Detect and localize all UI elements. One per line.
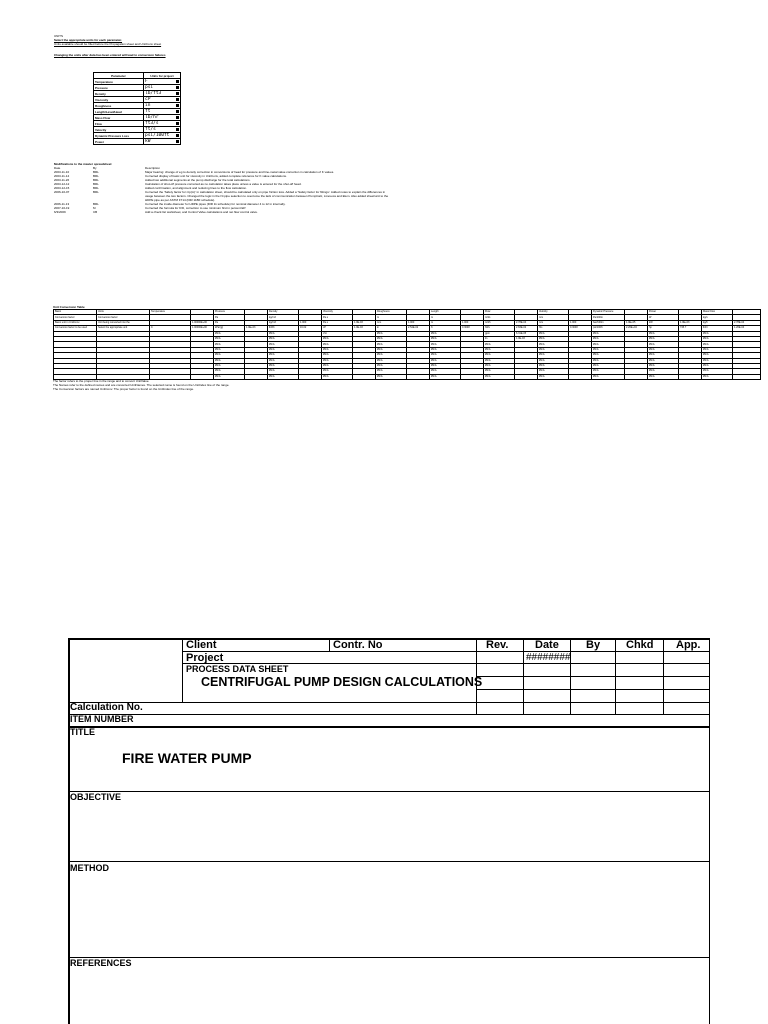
mod-by: CB — [93, 210, 98, 214]
conversion-header-cell: Viscosity — [322, 310, 353, 315]
title-label: TITLE — [70, 727, 95, 737]
conversion-cell: 2.54E-02 — [407, 326, 430, 331]
conversion-table — [53, 309, 761, 380]
conversion-cell — [353, 374, 376, 379]
date-value: ######## — [526, 652, 571, 663]
conversion-header-cell: Flow — [484, 310, 515, 315]
conversion-cell: #N/A — [484, 342, 515, 347]
references-label: REFERENCES — [70, 958, 132, 968]
conversion-header-cell: Length — [430, 310, 461, 315]
objective-label: OBJECTIVE — [70, 792, 122, 802]
mod-desc: Add a check list worksheet, and Control Valve calculations and net flow control valve. — [145, 210, 258, 214]
conversion-cell: #N/A — [430, 369, 461, 374]
conversion-cell: 1.0E+03 — [679, 320, 702, 325]
param-cell: Flow — [94, 121, 144, 127]
conversion-cell: #N/A — [538, 363, 569, 368]
conversion-cell — [461, 374, 484, 379]
conversion-cell: #N/A — [268, 331, 299, 336]
conversion-header-cell: Velocity — [538, 310, 569, 315]
conversion-cell: C — [150, 326, 191, 331]
conversion-cell: mm — [376, 320, 407, 325]
unit-value: in — [145, 102, 151, 108]
conversion-cell: #N/A — [702, 358, 733, 363]
conversion-header-cell: Power — [648, 310, 679, 315]
conversion-body — [54, 315, 761, 380]
mod-date: 2003-11-14 — [54, 174, 70, 178]
conversion-cell: #N/A — [484, 353, 515, 358]
unit-value: kW — [145, 138, 151, 144]
contr-no-label: Contr. No — [333, 639, 383, 651]
modifications-rows — [54, 170, 394, 214]
conversion-cell: m3/s — [484, 315, 515, 320]
mod-date: 2007-10-19 — [54, 206, 70, 210]
conversion-cell: #N/A — [538, 353, 569, 358]
conversion-cell: #N/A — [214, 363, 245, 368]
mod-desc: Added two additional segments at the pump discharge for the total calculations. — [145, 178, 251, 182]
conversion-cell: #N/A — [268, 342, 299, 347]
mod-date: 2006-10-07 — [54, 190, 70, 194]
conversion-cell: Pa — [214, 315, 245, 320]
conversion-cell: #N/A — [268, 374, 299, 379]
conversion-cell: 1.0E-03 — [353, 326, 376, 331]
conversion-cell: ft3/s — [484, 326, 515, 331]
conversion-cell: #N/A — [214, 336, 245, 341]
mod-date: 2003-11-26 — [54, 178, 70, 182]
conversion-cell: #N/A — [376, 369, 407, 374]
mod-by: BRL — [93, 186, 99, 190]
conversion-cell: W — [648, 315, 679, 320]
conversion-cell: 0.3048 — [461, 326, 484, 331]
dropdown-icon[interactable] — [176, 134, 179, 137]
conversion-cell: #N/A — [214, 353, 245, 358]
units-warning: Changing the units after data has been entered will lead to conversion failures — [54, 53, 166, 57]
conversion-cell: #N/A — [648, 363, 679, 368]
conversion-header-cell: Mass Flow — [702, 310, 733, 315]
conversion-cell: #N/A — [214, 347, 245, 352]
project-label: Project — [186, 652, 224, 664]
conversion-cell: #N/A — [376, 358, 407, 363]
dropdown-icon[interactable] — [176, 128, 179, 131]
mod-by: BRL — [93, 174, 99, 178]
conversion-cell: m/s — [538, 315, 569, 320]
conversion-cell: #N/A — [214, 331, 245, 336]
conversion-cell: Conversion factor — [97, 315, 150, 320]
conversion-header-cell: Density — [268, 310, 299, 315]
conversion-cell: #N/A — [484, 374, 515, 379]
conversion-cell: m — [430, 320, 461, 325]
calculation-no-label: Calculation No. — [70, 702, 143, 713]
unit-value: ft — [145, 108, 151, 114]
param-cell: Mass Flow — [94, 115, 144, 121]
conversion-cell: Conversion factor to be used — [54, 326, 97, 331]
conversion-cell: 1.26E-04 — [733, 326, 761, 331]
conversion-cell: 1.000 — [299, 320, 322, 325]
conversion-cell: #N/A — [702, 336, 733, 341]
conversion-header-cell: Units — [97, 310, 150, 315]
conversion-cell: in — [376, 326, 407, 331]
conversion-cell: #N/A — [538, 347, 569, 352]
mod-date: 2003-12-15 — [54, 186, 70, 190]
conversion-header-cell: Temperature — [150, 310, 191, 315]
conversion-cell: #N/A — [322, 358, 353, 363]
conversion-cell: #N/A — [214, 342, 245, 347]
units-instruction: Select the appropriate units for each parameter. — [54, 38, 123, 42]
unit-value: psi — [145, 84, 154, 90]
conversion-cell: #N/A — [592, 331, 625, 336]
dropdown-icon[interactable] — [176, 140, 179, 143]
modifications-title: Modifications to the master spreadsheet — [54, 162, 112, 166]
conversion-cell: #N/A — [430, 331, 461, 336]
conversion-cell: #N/A — [702, 331, 733, 336]
conversion-cell: #N/A — [430, 363, 461, 368]
conversion-cell: #N/A — [376, 331, 407, 336]
unit-value: F — [145, 78, 148, 84]
unit-value: ft3/s — [145, 120, 159, 126]
mod-desc: Corrected the inside diameter for HDPE pipes (DIR 11 schedule) for nominal diameter 4 to 12 in internally. — [145, 202, 286, 206]
conversion-header-cell: Pressure — [214, 310, 245, 315]
units-note: Units available should be filled before the Propagation sheet and UnitConv sheet — [54, 42, 162, 46]
conversion-cell: Basic unit in UnitConv — [54, 320, 97, 325]
conversion-note: The factor refers to the proper line in the range and to convert UnitValue. — [53, 379, 150, 383]
units-heading: UNITS — [54, 34, 63, 38]
conversion-note: The Names refer to the defined names and are converted UnitNames. The selected name is found on the UnitIndex line of the range. — [53, 383, 230, 387]
conversion-cell: lb/hr — [702, 326, 733, 331]
conversion-cell: 1.0E-03 — [515, 336, 538, 341]
mod-by: M — [93, 206, 96, 210]
conversion-cell: #N/A — [484, 358, 515, 363]
mod-by: BRL — [93, 178, 99, 182]
conversion-cell: 1.000 — [407, 320, 430, 325]
conversion-cell: #N/A — [484, 347, 515, 352]
mod-date: 2003-12-12 — [54, 182, 70, 186]
dropdown-icon[interactable] — [176, 116, 179, 119]
conversion-cell: #N/A — [592, 363, 625, 368]
modifications-log — [54, 162, 394, 214]
unit-value: lb/hr — [145, 114, 159, 120]
conversion-cell: 16.02 — [299, 326, 322, 331]
conversion-cell: Pa/100m — [592, 315, 625, 320]
mod-by: BRL — [93, 190, 99, 194]
unit-select[interactable] — [144, 139, 181, 145]
conversion-cell: 0.3048 — [569, 326, 592, 331]
conversion-cell: m3/h — [484, 320, 515, 325]
mod-desc: Corrected the formula for K/D, correction to use minimum first in percent EP. — [145, 206, 246, 210]
conversion-cell: #N/A — [648, 342, 679, 347]
conversion-cell: #N/A — [322, 369, 353, 374]
conversion-cell: 1.000 — [461, 320, 484, 325]
conversion-cell: #N/A — [592, 336, 625, 341]
conversion-title: Unit Conversion Table — [53, 305, 85, 309]
conversion-cell: #N/A — [322, 363, 353, 368]
conversion-cell: 6.31E-05 — [515, 331, 538, 336]
conversion-cell: 1.0E-03 — [353, 320, 376, 325]
mod-desc: Added confirmation, and alignment and reducing lines to the flow calculation. — [145, 186, 247, 190]
conversion-cell: #N/A — [376, 363, 407, 368]
unit-value: ft/s — [145, 126, 156, 132]
dropdown-icon[interactable] — [176, 80, 179, 83]
title-value: FIRE WATER PUMP — [122, 750, 252, 766]
param-cell: Pressure — [94, 85, 144, 91]
conversion-cell: #N/A — [702, 342, 733, 347]
conversion-cell: #N/A — [268, 336, 299, 341]
by-label: By — [586, 639, 601, 651]
conversion-cell: cP — [322, 326, 353, 331]
conversion-cell: #N/A — [592, 374, 625, 379]
conversion-cell: #N/A — [376, 347, 407, 352]
conversion-cell: #N/A — [702, 363, 733, 368]
conversion-cell: #N/A — [592, 342, 625, 347]
conversion-cell: #N/A — [376, 353, 407, 358]
dropdown-icon[interactable] — [176, 86, 179, 89]
mod-date: 2003-11-10 — [54, 170, 70, 174]
param-cell: Dynamic Pressure Loss — [94, 133, 144, 139]
item-number-label: ITEM NUMBER — [70, 714, 134, 724]
conversion-cell: 1.00000E+00 — [191, 320, 214, 325]
conversion-cell: #N/A — [592, 347, 625, 352]
param-cell: Viscosity — [94, 97, 144, 103]
param-cell: Power — [94, 139, 144, 145]
conversion-cell: #N/A — [648, 347, 679, 352]
chkd-label: Chkd — [626, 639, 654, 651]
dropdown-icon[interactable] — [176, 104, 179, 107]
conversion-cell: #N/A — [538, 342, 569, 347]
conversion-cell: l/s — [484, 336, 515, 341]
dropdown-icon[interactable] — [176, 92, 179, 95]
conversion-cell: #N/A — [214, 358, 245, 363]
conversion-cell: m — [376, 315, 407, 320]
conversion-cell: #N/A — [538, 331, 569, 336]
conversion-cell: #N/A — [702, 369, 733, 374]
conversion-cell: kg/m3 — [268, 315, 299, 320]
mod-desc: Corrected display of basic unit for viscosity in UnitConv, added complete reference for K value calculations. — [145, 174, 287, 178]
client-label: Client — [186, 639, 217, 651]
conversion-cell: #N/A — [648, 374, 679, 379]
conversion-cell: #N/A — [430, 358, 461, 363]
conversion-cell: #N/A — [430, 342, 461, 347]
conversion-cell: cSt — [322, 331, 353, 336]
conversion-cell: #N/A — [702, 347, 733, 352]
date-label: Date — [535, 639, 559, 651]
mod-date-header: Date — [54, 166, 61, 170]
conversion-cell: Unit being converted into the — [97, 320, 150, 325]
conversion-cell: #N/A — [484, 369, 515, 374]
conversion-cell: #N/A — [648, 358, 679, 363]
conversion-cell: #N/A — [430, 347, 461, 352]
conversion-cell: 2.78E-04 — [733, 320, 761, 325]
conversion-cell: #N/A — [268, 363, 299, 368]
conversion-cell: #N/A — [484, 363, 515, 368]
conversion-cell — [569, 374, 592, 379]
conversion-cell: #N/A — [702, 374, 733, 379]
conversion-cell — [679, 374, 702, 379]
mod-date: 2006-11-13 — [54, 202, 70, 206]
conversion-cell: #N/A — [648, 336, 679, 341]
dropdown-icon[interactable] — [176, 98, 179, 101]
conversion-cell: #N/A — [592, 358, 625, 363]
conversion-cell: #N/A — [538, 374, 569, 379]
mod-desc: Calculation of shut-off pressure corrected as no calculation takes place unless a value is entered for the shut-off head. — [145, 182, 302, 186]
param-cell: Density — [94, 91, 144, 97]
rev-label: Rev. — [486, 639, 509, 651]
conversion-cell: hp — [648, 326, 679, 331]
conversion-cell: #N/A — [648, 369, 679, 374]
conversion-cell: bar/100m — [592, 320, 625, 325]
conversion-cell: #N/A — [430, 353, 461, 358]
mod-by: BRL — [93, 182, 99, 186]
conversion-cell: m — [430, 315, 461, 320]
dropdown-icon[interactable] — [176, 122, 179, 125]
method-label: METHOD — [70, 863, 109, 873]
mod-desc: Corrected the 'Safety factor for n/p(m)' in calculation sheet, should be calculated only on pipe friction loss. Added a 'Safety factor for fittings'. Added notes to explain the differences in usage between the two factors. Changed the logic in the Ni pipe selection to overcome the lack of communication between PumpCalc, LineLoss and Elem. Also added sheet/unit to the HDPE pipe as per ASTM F714 (DIR 11BF schedule). — [145, 190, 389, 202]
conversion-cell: #N/A — [376, 336, 407, 341]
app-label: App. — [676, 639, 701, 651]
conversion-cell: #N/A — [322, 336, 353, 341]
conversion-cell: #N/A — [322, 374, 353, 379]
conversion-cell: #N/A — [648, 353, 679, 358]
conversion-cell: #N/A — [268, 353, 299, 358]
param-cell: Length/Level/Head — [94, 109, 144, 115]
conversion-cell: ft — [430, 326, 461, 331]
conversion-cell: 1.00000E+00 — [191, 326, 214, 331]
conversion-cell: #N/A — [268, 369, 299, 374]
conversion-cell — [625, 374, 648, 379]
conversion-cell: #N/A — [430, 374, 461, 379]
modification-row — [54, 210, 394, 214]
conversion-cell: #N/A — [538, 336, 569, 341]
conversion-cell: #N/A — [702, 353, 733, 358]
conversion-cell: #N/A — [322, 342, 353, 347]
conversion-cell: kg/h — [702, 320, 733, 325]
conversion-cell: Pa.s — [322, 320, 353, 325]
unit-value: lb/ft3 — [145, 90, 162, 96]
conversion-header-cell: Roughness — [376, 310, 407, 315]
conversion-cell — [245, 374, 268, 379]
mod-by: BRL — [93, 202, 99, 206]
conversion-cell: #N/A — [322, 353, 353, 358]
mod-desc: Major bearing: change of eg to density correction in conversions of head for pressure and line-metal value correction in calculation of K values. — [145, 170, 335, 174]
mod-by-header: By — [93, 166, 97, 170]
conversion-cell: #N/A — [268, 347, 299, 352]
mod-by: BRL — [93, 170, 99, 174]
process-data-sheet — [68, 638, 710, 1024]
conversion-cell: 1.0E+05 — [625, 320, 648, 325]
conversion-cell: psi/100ft — [592, 326, 625, 331]
conversion-cell: #N/A — [376, 342, 407, 347]
conversion-cell: Pa.s — [322, 315, 353, 320]
process-data-sheet-label: PROCESS DATA SHEET — [186, 664, 289, 674]
conversion-cell: #N/A — [648, 331, 679, 336]
conversion-cell: #N/A — [214, 369, 245, 374]
conversion-cell: #N/A — [538, 369, 569, 374]
dropdown-icon[interactable] — [176, 110, 179, 113]
conversion-cell: ft/s — [538, 326, 569, 331]
conversion-cell — [407, 374, 430, 379]
conversion-cell: m/s — [538, 320, 569, 325]
modification-row — [54, 190, 394, 202]
conversion-cell — [299, 374, 322, 379]
unit-value: psi/100ft — [145, 132, 170, 138]
conversion-header-cell: Basic — [54, 310, 97, 315]
conversion-cell: gpm — [484, 331, 515, 336]
conversion-cell: #N/A — [268, 358, 299, 363]
conversion-cell: 2.26E+04 — [625, 326, 648, 331]
conversion-cell: 2.78E-04 — [515, 320, 538, 325]
param-cell: Velocity — [94, 127, 144, 133]
conversion-cell: kW — [648, 320, 679, 325]
conversion-cell: 1.000 — [569, 320, 592, 325]
conversion-cell — [515, 374, 538, 379]
conversion-cell: kg/s — [702, 315, 733, 320]
conversion-notes — [53, 379, 229, 391]
mod-desc-header: Description — [145, 166, 161, 170]
param-header: Parameter — [94, 73, 144, 79]
conversion-cell: #N/A — [214, 374, 245, 379]
units-table — [93, 72, 181, 145]
conversion-cell: Conversion factor — [54, 315, 97, 320]
conversion-note: The Conversion factors are named UnitConv. The proper factor is found on the UnitIndex line of the range. — [53, 387, 194, 391]
conversion-cell: #N/A — [592, 353, 625, 358]
conversion-cell: kg/m3 — [268, 320, 299, 325]
main-title: CENTRIFUGAL PUMP DESIGN CALCULATIONS — [201, 675, 483, 689]
conversion-cell: 745.7 — [679, 326, 702, 331]
table-row — [94, 139, 181, 145]
conversion-cell: #N/A — [538, 358, 569, 363]
conversion-cell: Pa — [214, 320, 245, 325]
conversion-cell — [733, 374, 761, 379]
unit-value: cP — [145, 96, 151, 102]
param-cell: Roughness — [94, 103, 144, 109]
param-cell: Temperature — [94, 79, 144, 85]
conversion-cell: #N/A — [592, 369, 625, 374]
conversion-cell: kPa/(g) — [214, 326, 245, 331]
conversion-cell: #N/A — [376, 374, 407, 379]
conversion-cell: #N/A — [322, 347, 353, 352]
conversion-cell: 2.83E-02 — [515, 326, 538, 331]
conversion-header-cell: Dynamic Pressure — [592, 310, 625, 315]
mod-date: 6/3/2009 — [54, 210, 66, 214]
conversion-cell: Select the appropriate unit — [97, 326, 150, 331]
conversion-cell: 1.0E+03 — [245, 326, 268, 331]
units-header: Units for project — [144, 73, 181, 79]
conversion-cell: #N/A — [430, 336, 461, 341]
conversion-cell: lb/ft3 — [268, 326, 299, 331]
